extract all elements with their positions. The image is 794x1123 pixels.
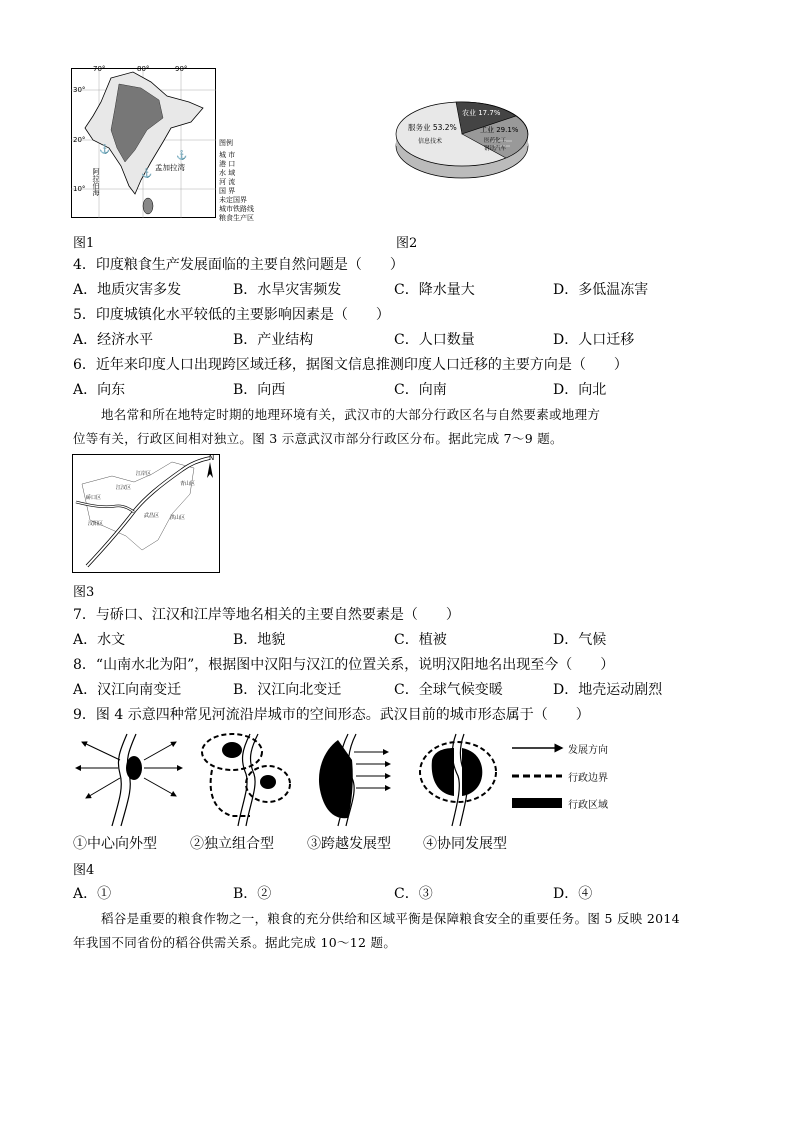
city-forms-svg xyxy=(72,730,612,830)
q8-option-d[interactable]: D．地壳运动剧烈 xyxy=(553,682,663,698)
district-label: 武昌区 xyxy=(144,513,160,519)
q8-option-b[interactable]: B．汉江向北变迁 xyxy=(233,682,342,698)
form-type-label: ①中心向外型 xyxy=(73,836,157,852)
legend-item: 港 口 xyxy=(219,160,236,168)
q8-option-c[interactable]: C．全球气候变暖 xyxy=(394,682,503,698)
form-2-independent xyxy=(202,734,290,826)
legend-item: 城市铁路线 xyxy=(219,205,254,213)
q9-option-a[interactable]: A．① xyxy=(73,886,112,902)
q7-option-b[interactable]: B．地貌 xyxy=(233,632,286,648)
pie-label-industry: 工业 29.1% xyxy=(480,126,519,134)
district-label: 青山区 xyxy=(180,481,196,487)
q5-option-d[interactable]: D．人口迁移 xyxy=(553,332,635,348)
legend-label: 行政边界 xyxy=(568,773,608,784)
q5-option-b[interactable]: B．产业结构 xyxy=(233,332,314,348)
bay-of-bengal-label: 孟加拉湾 xyxy=(155,163,185,172)
pie-label-services: 服务业 53.2% xyxy=(408,123,457,132)
pie-label-industry-sub: 医药化工 xyxy=(484,138,507,144)
form-3-leapfrog xyxy=(319,734,390,826)
question-8-stem: 8．“山南水北为阳”，根据图中汉阳与汉江的位置关系，说明汉阳地名出现至今（ ） xyxy=(73,657,615,673)
q4-option-b[interactable]: B．水旱灾害频发 xyxy=(233,282,342,298)
legend-label: 行政区域 xyxy=(568,800,608,811)
q9-option-c[interactable]: C．③ xyxy=(394,886,433,902)
q7-option-d[interactable]: D．气候 xyxy=(553,632,607,648)
q7-option-c[interactable]: C．植被 xyxy=(394,632,447,648)
question-7-stem: 7．与硚口、江汉和江岸等地名相关的主要自然要素是（ ） xyxy=(73,607,460,623)
figure-2-pie-chart xyxy=(394,96,530,182)
legend-item: 河 流 xyxy=(219,178,236,186)
legend-title: 图例 xyxy=(219,139,233,147)
question-4-stem: 4．印度粮食生产发展面临的主要自然问题是（ ） xyxy=(73,257,404,273)
district-label: 洪山区 xyxy=(170,515,186,521)
legend-label: 发展方向 xyxy=(568,745,608,756)
q5-option-a[interactable]: A．经济水平 xyxy=(73,332,154,348)
figure-1-caption: 图1 xyxy=(73,236,95,251)
legend-fill-icon xyxy=(512,798,562,808)
q6-option-c[interactable]: C．向南 xyxy=(394,382,447,398)
form-4-coordinated xyxy=(420,734,496,826)
legend-item: 水 域 xyxy=(219,169,236,177)
figure-1-india-map xyxy=(71,65,254,222)
pie-label-agriculture: 农业 17.7% xyxy=(462,109,501,117)
lon-label: 90° xyxy=(175,65,188,73)
q8-option-a[interactable]: A．汉江向南变迁 xyxy=(73,682,182,698)
lat-label: 20° xyxy=(73,136,86,144)
fig4-legend xyxy=(512,748,562,808)
q7-option-a[interactable]: A．水文 xyxy=(73,632,126,648)
form-type-label: ④协同发展型 xyxy=(423,836,507,852)
q6-option-d[interactable]: D．向北 xyxy=(553,382,607,398)
legend-item: 城 市 xyxy=(219,151,236,159)
q6-option-a[interactable]: A．向东 xyxy=(73,382,126,398)
figure-4-city-forms xyxy=(72,730,612,830)
district-label: 江汉区 xyxy=(116,485,132,491)
pie-label-services-sub: 信息技术 xyxy=(418,138,443,145)
question-9-stem: 9．图 4 示意四种常见河流沿岸城市的空间形态。武汉目前的城市形态属于（ ） xyxy=(73,707,590,723)
figure-4-caption: 图4 xyxy=(73,863,95,878)
form-1-center-outward xyxy=(76,734,182,826)
q5-option-c[interactable]: C．人口数量 xyxy=(394,332,475,348)
passage-2-line-1: 稻谷是重要的粮食作物之一，粮食的充分供给和区域平衡是保障粮食安全的重要任务。图 5 反映 2014 xyxy=(101,911,680,926)
sri-lanka xyxy=(143,198,153,214)
district-label: 硚口区 xyxy=(86,495,102,501)
q6-option-b[interactable]: B．向西 xyxy=(233,382,286,398)
port-icon: ⚓ xyxy=(141,169,153,179)
q4-option-a[interactable]: A．地质灾害多发 xyxy=(73,282,182,298)
lon-label: 80° xyxy=(137,65,150,73)
lat-label: 30° xyxy=(73,86,86,94)
legend-item: 未定国界 xyxy=(219,196,247,204)
passage-1-line-1: 地名常和所在地特定时期的地理环境有关，武汉市的大部分行政区名与自然要素或地理方 xyxy=(101,407,601,422)
form-type-label: ②独立组合型 xyxy=(190,836,274,852)
form-type-label: ③跨越发展型 xyxy=(307,836,391,852)
legend-item: 粮食生产区 xyxy=(219,214,254,222)
lat-label: 10° xyxy=(73,185,86,193)
q4-option-c[interactable]: C．降水量大 xyxy=(394,282,475,298)
question-5-stem: 5．印度城镇化水平较低的主要影响因素是（ ） xyxy=(73,307,390,323)
north-label: N xyxy=(209,454,215,462)
pie-label-industry-sub: 钢铁汽车 xyxy=(484,146,507,152)
lon-label: 70° xyxy=(93,65,106,73)
passage-2-line-2: 年我国不同省份的稻谷供需关系。据此完成 10～12 题。 xyxy=(73,935,397,950)
figure-2-caption: 图2 xyxy=(396,236,418,251)
q9-option-d[interactable]: D．④ xyxy=(553,886,593,902)
fig1-legend xyxy=(219,138,269,223)
q4-option-d[interactable]: D．多低温冻害 xyxy=(553,282,649,298)
q9-option-b[interactable]: B．② xyxy=(233,886,272,902)
district-label: 汉阳区 xyxy=(88,521,104,527)
arabian-sea-label: 阿拉伯海 xyxy=(92,168,100,196)
passage-1-line-2: 位等有关，行政区间相对独立。图 3 示意武汉市部分行政区分布。据此完成 7～9 题。 xyxy=(73,431,563,446)
figure-3-wuhan-map xyxy=(72,454,220,573)
figure-3-caption: 图3 xyxy=(73,585,95,600)
port-icon: ⚓ xyxy=(99,145,111,155)
legend-item: 国 界 xyxy=(219,187,236,195)
port-icon: ⚓ xyxy=(176,151,188,161)
question-6-stem: 6．近年来印度人口出现跨区域迁移，据图文信息推测印度人口迁移的主要方向是（ ） xyxy=(73,357,628,373)
district-label: 江岸区 xyxy=(136,471,152,477)
